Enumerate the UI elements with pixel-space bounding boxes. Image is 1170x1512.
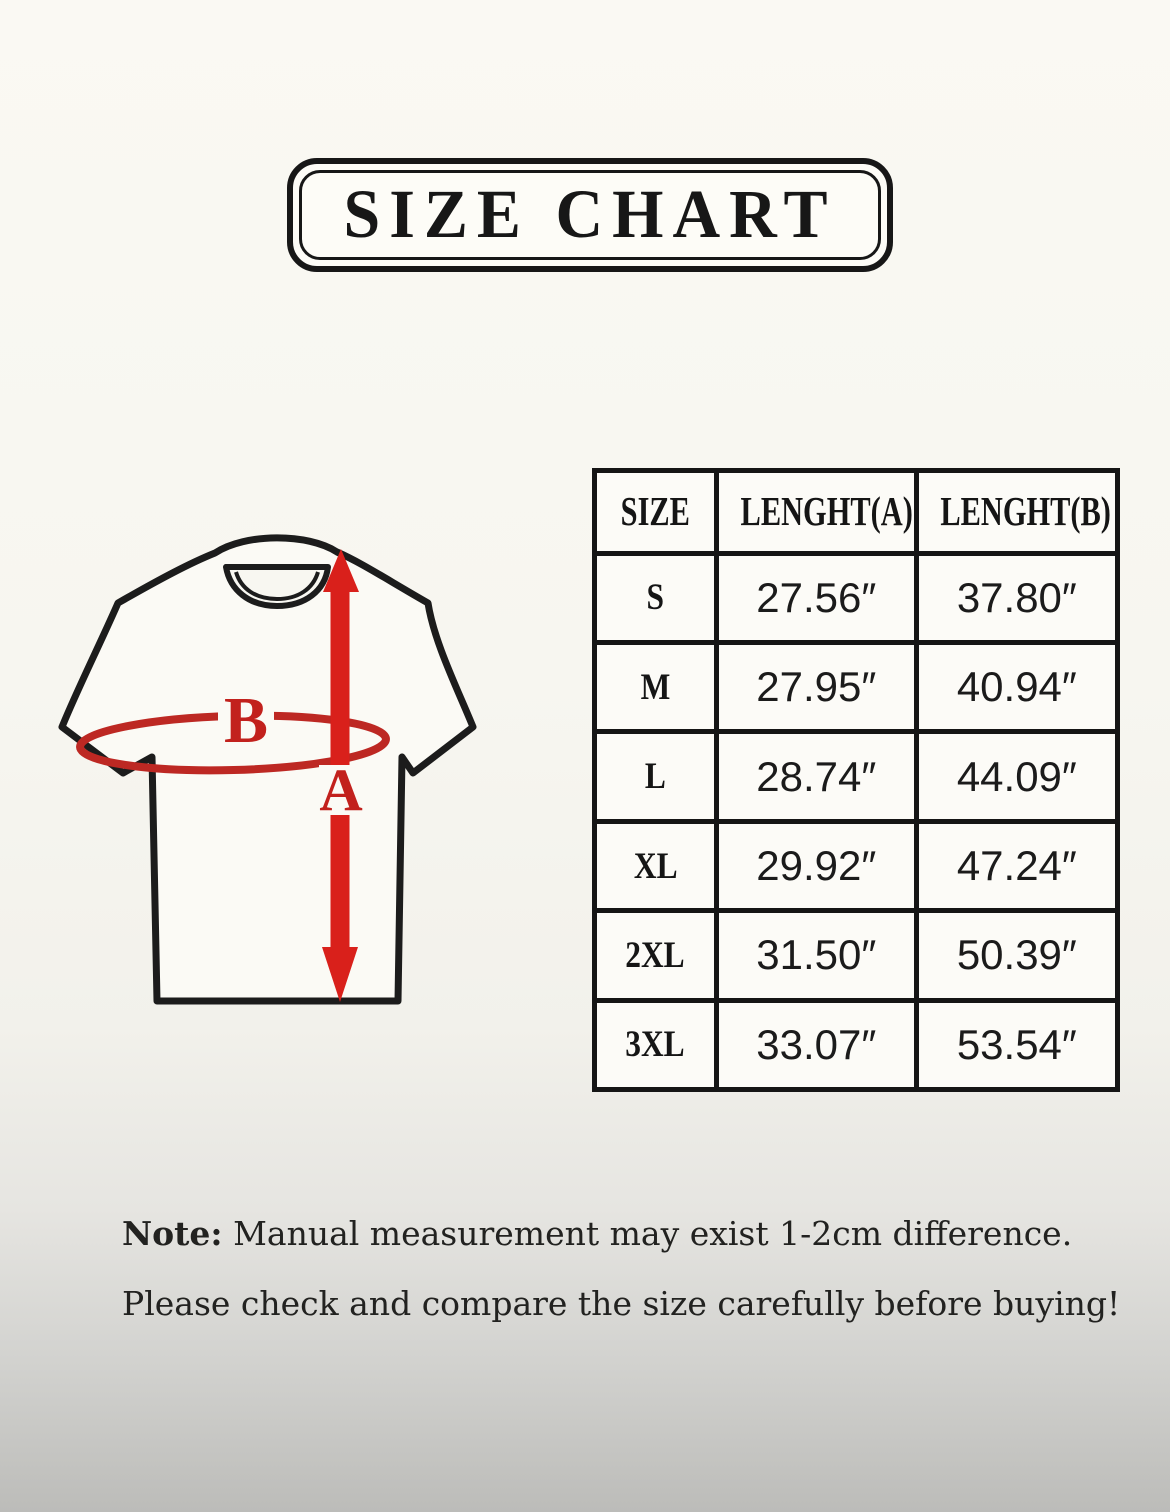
cell-length-b: 37.80″ xyxy=(916,553,1117,642)
cell-length-b: 44.09″ xyxy=(916,732,1117,821)
header-length-b: LENGHT(B) xyxy=(916,471,1117,554)
cell-length-a: 28.74″ xyxy=(716,732,916,821)
table-row xyxy=(595,911,1118,1000)
cell-size: XL xyxy=(595,821,717,910)
header-size: SIZE xyxy=(595,471,717,554)
cell-length-b: 50.39″ xyxy=(916,911,1117,1000)
cell-size: M xyxy=(595,643,717,732)
table-row xyxy=(595,732,1118,821)
cell-length-a: 29.92″ xyxy=(716,821,916,910)
cell-length-b: 40.94″ xyxy=(916,643,1117,732)
cell-size: 2XL xyxy=(595,911,717,1000)
tshirt-measurement-diagram xyxy=(40,520,560,1040)
cell-length-a: 27.95″ xyxy=(716,643,916,732)
note-line-1 xyxy=(122,1214,1072,1253)
note-label: Note: xyxy=(122,1214,223,1253)
size-table-container xyxy=(592,468,1120,1092)
table-header-row xyxy=(595,471,1118,554)
label-a: A xyxy=(319,757,363,823)
cell-size: L xyxy=(595,732,717,821)
cell-length-b: 53.54″ xyxy=(916,1000,1117,1089)
table-row xyxy=(595,821,1118,910)
cell-length-b: 47.24″ xyxy=(916,821,1117,910)
header-length-a: LENGHT(A) xyxy=(716,471,916,554)
cell-length-a: 27.56″ xyxy=(716,553,916,642)
table-row xyxy=(595,553,1118,642)
table-row xyxy=(595,1000,1118,1089)
cell-length-a: 33.07″ xyxy=(716,1000,916,1089)
size-chart-table xyxy=(592,468,1120,1092)
cell-length-a: 31.50″ xyxy=(716,911,916,1000)
table-row xyxy=(595,643,1118,732)
note-text-2: Please check and compare the size carefully before buying! xyxy=(122,1284,1121,1323)
cell-size: S xyxy=(595,553,717,642)
page-title: SIZE CHART xyxy=(343,176,837,253)
note-line-2 xyxy=(122,1284,1120,1323)
note-text-1: Manual measurement may exist 1-2cm difference. xyxy=(222,1214,1073,1253)
title-box xyxy=(287,158,893,272)
cell-size: 3XL xyxy=(595,1000,717,1089)
label-b: B xyxy=(223,684,269,757)
